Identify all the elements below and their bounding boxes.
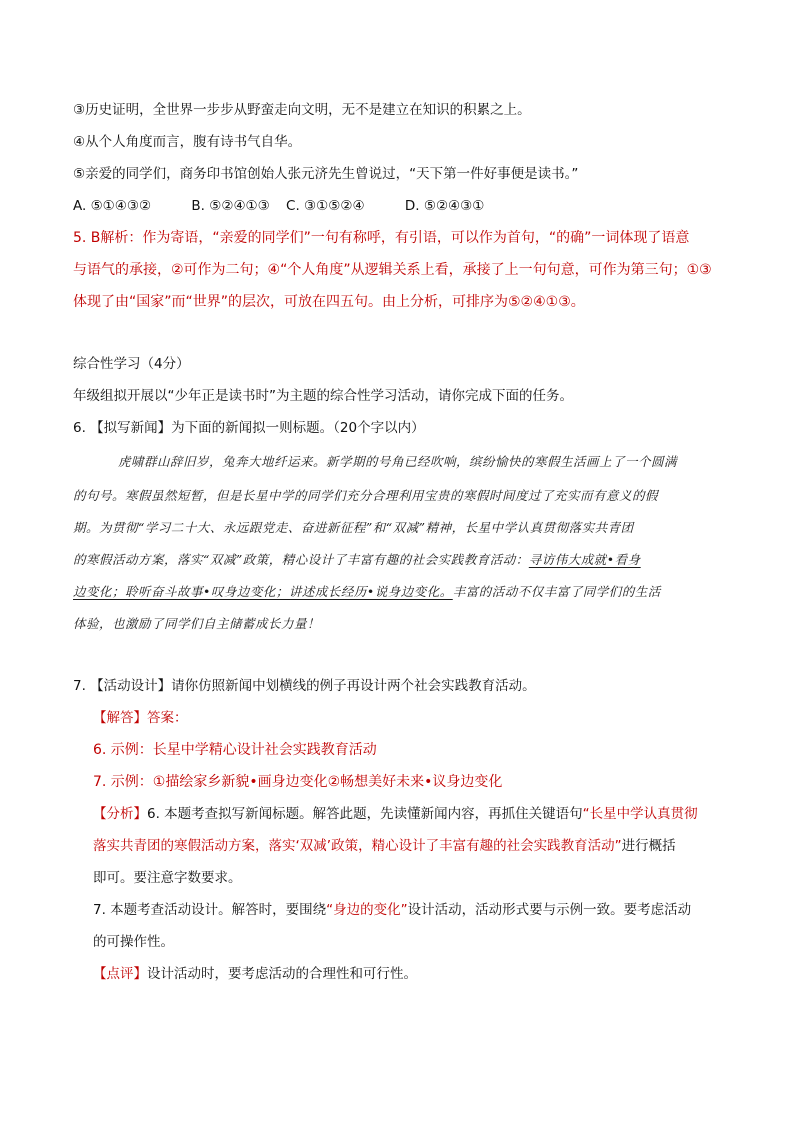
news-underlined-example-1: 寻访伟大成就•看身 [528, 552, 641, 567]
answer-label: 【解答】答案： [93, 710, 188, 726]
q5-analysis-line3: 体现了由“国家”而“世界”的层次，可放在四五句。由上分析，可排序为⑤②④①③。 [73, 294, 585, 310]
comment-line [93, 964, 754, 984]
news-line-6: 体验，也激励了同学们自主储蓄成长力量！ [73, 616, 321, 631]
comment-label: 【点评】 [93, 966, 147, 982]
option-c: C. ③①⑤②④ [286, 198, 365, 214]
answer-6: 6. 示例：长星中学精心设计社会实践教育活动 [93, 742, 377, 758]
analysis-line-1 [93, 804, 754, 824]
analysis-line-5: 的可操作性。 [93, 934, 174, 950]
news-line-2: 的句号。寒假虽然短暂，但是长星中学的同学们充分合理利用宝贵的寒假时间度过了充实而有意义的假 [73, 488, 659, 503]
analysis-text-2: 进行概括 [621, 838, 676, 854]
news-line-4 [73, 550, 754, 570]
analysis-line-2 [93, 836, 754, 856]
news-line-3: 期。为贯彻“学习二十大、永远跟党走、奋进新征程”和“双减”精神，长星中学认真贯彻落实共青团 [73, 520, 634, 535]
news-underlined-example-2: 边变化；聆听奋斗故事•叹身边变化；讲述成长经历•说身边变化。 [73, 584, 453, 599]
answer-options [73, 196, 754, 216]
news-line-5 [73, 582, 754, 602]
analysis-label: 【分析】 [93, 806, 147, 822]
sentence-4: ④从个人角度而言，腹有诗书气自华。 [73, 134, 302, 150]
analysis-quote-1: “长星中学认真贯彻 [582, 806, 698, 822]
analysis-quote-2: 落实共青团的寒假活动方案，落实‘双减’政策，精心设计了丰富有趣的社会实践教育活动” [93, 838, 622, 854]
option-a: A. ⑤①④③② [73, 198, 152, 214]
sentence-3: ③历史证明，全世界一步步从野蛮走向文明，无不是建立在知识的积累之上。 [73, 102, 531, 118]
q5-analysis-line1: 5. B解析：作为寄语，“亲爱的同学们”一句有称呼，有引语，可以作为首句，“的确”一词体现了语意 [73, 230, 690, 246]
news-line-4-text: 的寒假活动方案，落实“双减”政策，精心设计了丰富有趣的社会实践教育活动： [73, 552, 529, 567]
analysis-text-4b: 设计活动，活动形式要与示例一致。要考虑活动 [407, 902, 692, 918]
news-line-1: 虎啸群山辞旧岁，兔奔大地纤运来。新学期的号角已经吹响，缤纷愉快的寒假生活画上了一个圆满 [118, 454, 678, 469]
section-title: 综合性学习（4分） [73, 356, 190, 372]
analysis-quote-4: “身边的变化” [326, 902, 408, 918]
q6-prompt: 6. 【拟写新闻】为下面的新闻拟一则标题。（20个字以内） [73, 420, 425, 436]
analysis-text-4a: 7. 本题考查活动设计。解答时，要围绕 [93, 902, 327, 918]
q7-prompt: 7. 【活动设计】请你仿照新闻中划横线的例子再设计两个社会实践教育活动。 [73, 678, 536, 694]
analysis-line-3: 即可。要注意字数要求。 [93, 870, 242, 886]
news-line-5-tail: 丰富的活动不仅丰富了同学们的生活 [452, 584, 661, 599]
analysis-line-4 [93, 900, 754, 920]
sentence-5: ⑤亲爱的同学们，商务印书馆创始人张元济先生曾说过，“天下第一件好事便是读书。” [73, 166, 579, 182]
option-b: B. ⑤②④①③ [191, 198, 270, 214]
option-d: D. ⑤②④③① [404, 198, 485, 214]
section-intro: 年级组拟开展以“少年正是读书时”为主题的综合性学习活动，请你完成下面的任务。 [73, 388, 573, 404]
analysis-text-1: 6. 本题考查拟写新闻标题。解答此题，先读懂新闻内容，再抓住关键语句 [147, 806, 583, 822]
comment-text: 设计活动时，要考虑活动的合理性和可行性。 [147, 966, 417, 982]
q5-analysis-line2: 与语气的承接，②可作为二句；④“个人角度”从逻辑关系上看，承接了上一句句意，可作为第三句；①③ [73, 262, 712, 278]
answer-7: 7. 示例：①描绘家乡新貌•画身边变化②畅想美好未来•议身边变化 [93, 774, 503, 790]
